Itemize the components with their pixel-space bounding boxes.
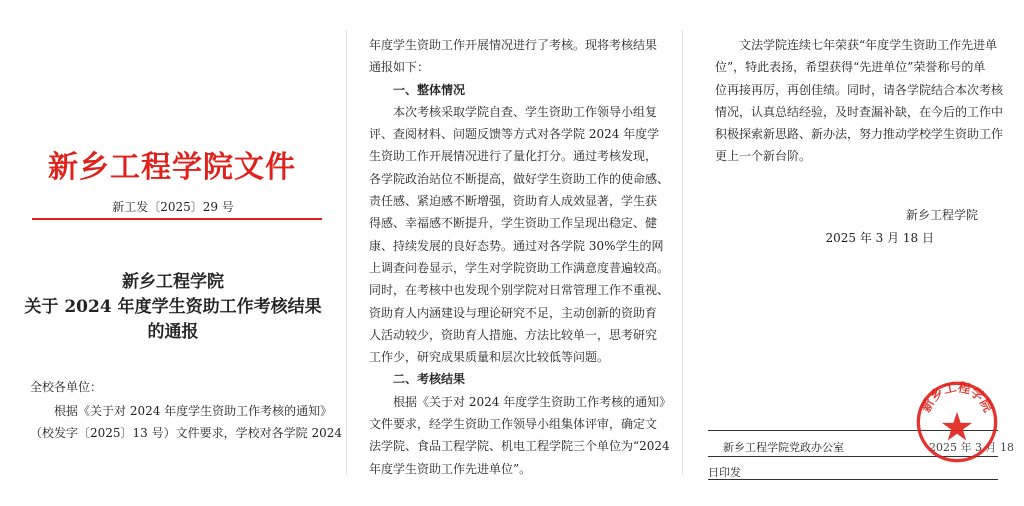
body-line: 责任感、紧迫感不断增强，资助育人成效显著，学生获 — [369, 194, 658, 209]
body-line: 文件要求，经学生资助工作领导小组集体评审，确定文 — [369, 417, 658, 432]
body-line: 资助育人内涵建设与理论研究不足，主动创新的资助育 — [369, 305, 658, 320]
body-line: 根据《关于对 2024 年度学生资助工作考核的通知》 — [30, 404, 333, 418]
body-line: 位再接再厉，再创佳绩。同时，请各学院结合本次考核 — [715, 82, 1004, 97]
signer-name: 新乡工程学院 — [905, 208, 978, 222]
body-line: 年度学生资助工作先进单位”。 — [369, 461, 532, 476]
body-line: 年度学生资助工作开展情况进行了考核。现将考核结果 — [369, 38, 658, 52]
document-page-2 — [347, 0, 682, 506]
body-line: 法学院、食品工程学院、机电工程学院三个单位为“2024 — [369, 439, 670, 454]
body-line: 本次考核采取学院自查、学生资助工作领导小组复 — [369, 104, 658, 119]
seal-text: 新乡工程学院 — [917, 380, 997, 415]
page-3-body — [715, 34, 1015, 168]
body-line: 人活动较少，资助育人措施、方法比较单一，思考研究 — [369, 327, 658, 342]
document-page-3 — [683, 0, 1024, 506]
svg-text:新乡工程学院 — [918, 380, 996, 415]
document-title — [0, 270, 346, 345]
section-heading-results: 二、考核结果 — [393, 372, 466, 387]
footer-date: 2025 年 3 月 18 — [929, 441, 1014, 454]
footer-rule-bottom — [708, 479, 998, 480]
body-line: 评、查阅材料、问题反馈等方式对各学院 2024 年度学 — [369, 127, 660, 142]
section-heading-overall: 一、整体情况 — [393, 82, 466, 97]
title-line: 关于 2024 年度学生资助工作考核结果 — [24, 297, 322, 317]
body-line: 工作少，研究成果质量和层次比较低等问题。 — [369, 350, 610, 365]
document-header: 新乡工程学院文件 — [48, 150, 296, 185]
body-line: （校发字〔2025〕13 号）文件要求，学校对各学院 2024 — [30, 426, 342, 440]
body-line: 上调查问卷显示，学生对学院资助工作满意度普遍较高。 — [369, 260, 670, 275]
body-line: 各学院政治站位不断提高，做好学生资助工作的使命感、 — [369, 171, 670, 186]
title-line: 的通报 — [147, 322, 199, 342]
title-line: 新乡工程学院 — [122, 272, 224, 292]
body-line: 康、持续发展的良好态势。通过对各学院 30%学生的网 — [369, 238, 664, 253]
document-page-1 — [0, 0, 346, 506]
red-header-rule — [32, 218, 322, 220]
body-line: 位”，特此表扬，希望获得“先进单位”荣誉称号的单 — [715, 60, 986, 75]
official-seal-icon — [915, 380, 999, 464]
body-line: 通报如下： — [369, 60, 430, 75]
body-line: 生资助工作开展情况进行了量化打分。通过考核发现， — [369, 149, 658, 164]
footer-issuing-office: 新乡工程学院党政办公室 — [723, 441, 844, 454]
salutation: 全校各单位： — [30, 380, 103, 394]
body-line: 根据《关于对 2024 年度学生资助工作考核的通知》 — [369, 394, 672, 409]
body-line: 文法学院连续七年荣获“年度学生资助工作先进单 — [715, 38, 998, 52]
body-line: 得感、幸福感不断提升，学生资助工作呈现出稳定、健 — [369, 216, 658, 231]
signature-date: 2025 年 3 月 18 日 — [825, 231, 934, 245]
body-line: 情况，认真总结经验，及时查漏补缺，在今后的工作中 — [715, 104, 1004, 119]
document-number: 新工发〔2025〕29 号 — [112, 200, 234, 214]
body-paragraph — [30, 400, 342, 444]
body-line: 积极探索新思路、新办法，努力推动学校学生资助工作 — [715, 127, 1004, 142]
footer-print-note: 日印发 — [708, 466, 741, 479]
body-line: 更上一个新台阶。 — [715, 149, 812, 164]
page-2-body — [369, 34, 679, 480]
body-line: 同时，在考核中也发现个别学院对日常管理工作不重视、 — [369, 283, 670, 298]
